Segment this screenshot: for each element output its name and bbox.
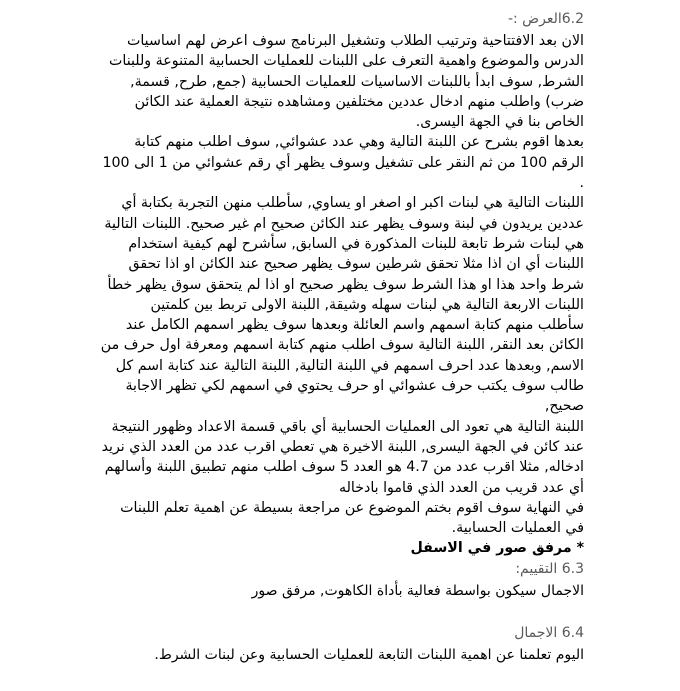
presentation-paragraph-text-blocks: اللبنات الاربعة التالية هي لبنات سهله وشيقة, اللبنة الاولى تربط بين كلمتين سأطلب منهم كتابة اسمهم واسم العائلة وبعدها سوف يظهر اسمهم الكامل عند الكائن بعد النقر, اللبنة التالية سوف اطلب منهم كتابة اسمهم ومعرفة اول حرف من الاسم, وبعدها عدد احرف اسمهم في اللبنة التالية, اللبنة التالية عند كتابة اسم كل طالب سوف يكتب حرف عشوائي او حرف يحتوي في اسمهم لكي تظهر الاجابة صحيح,	[100, 296, 584, 415]
presentation-paragraph-closing: في النهاية سوف اقوم بختم الموضوع عن مراجعة بسيطة عن اهمية تعلم اللبنات في العمليات الحسابية.	[120, 499, 584, 537]
section-6-4-number: 6.4	[561, 625, 584, 641]
presentation-paragraph-intro: الان بعد الافتتاحية وترتيب الطلاب وتشغيل البرنامج سوف اعرض لهم اساسيات الدرس والموضوع واهمية التعرف على اللبنات للعمليات الحسابية المتنوعة وللبنات الشرط, سوف ابدأ باللبنات الاساسيات للعمليات الحسابية (جمع, طرح, قسمة, ضرب) واطلب منهم ادخال عددين مختلفين ومشاهده نتيجة العملية عند الكائن الخاص بنا في الجهة اليسرى.	[109, 33, 584, 131]
section-6-3-heading	[100, 561, 584, 577]
section-6-3-number: 6.3	[561, 561, 584, 577]
attachment-note: * مرفق صور في الاسفل	[410, 540, 584, 557]
presentation-paragraph-comparison: اللبنات التالية هي لبنات اكبر او اصغر او يساوي, سأطلب منهن التجربة بكتابة أي عددين يريدون في لبنة وسوف يظهر عند الكائن صحيح ام غير صحيح. اللبنات التالية هي لبنات شرط تابعة للبنات المذكورة في السابق, سأشرح لهم كيفية استخدام اللبنات أي ان اذا مثلا تحقق شرطين سوف يظهر صحيح عند الكائن او اذا تحقق شرط واحد هذا او هذا الشرط سوف يظهر صحيح او اذا لم يتحقق سوق يظهر خطأ	[104, 195, 584, 293]
section-6-2-title: العرض :-	[507, 11, 562, 27]
presentation-paragraph-random: بعدها اقوم بشرح عن اللبنة التالية وهي عدد عشوائي, سوف اطلب منهم كتابة الرقم 100 من ثم النقر على تشغيل وسوف يظهر أي رقم عشوائي من 1 الى 100 .	[102, 134, 584, 192]
section-6-4-body: اليوم تعلمنا عن اهمية اللبنات التابعة للعمليات الحسابية وعن لبنات الشرط.	[154, 647, 584, 663]
presentation-paragraph-modulo-round: اللبنة التالية هي تعود الى العمليات الحسابية أي باقي قسمة الاعداد وظهور النتيجة عند كائن في الجهة اليسرى, اللبنة الاخيرة هي تعطي اقرب عدد من العدد الذي نريد ادخاله, مثلا اقرب عدد من 4.7 هو العدد 5 سوف اطلب منهم تطبيق اللبنة وأسالهم أي عدد قريب من العدد الذي قاموا بادخاله	[101, 418, 584, 496]
section-6-3-body: الاجمال سيكون بواسطة فعالية بأداة الكاهوت, مرفق صور	[251, 583, 584, 599]
section-6-3-title: التقييم:	[515, 561, 558, 577]
section-6-2-body	[100, 31, 584, 559]
section-6-4-heading	[100, 625, 584, 641]
section-6-2-heading	[100, 11, 584, 27]
section-6-2-number: 6.2	[561, 11, 584, 27]
section-6-4-title: الاجمال	[514, 625, 558, 641]
